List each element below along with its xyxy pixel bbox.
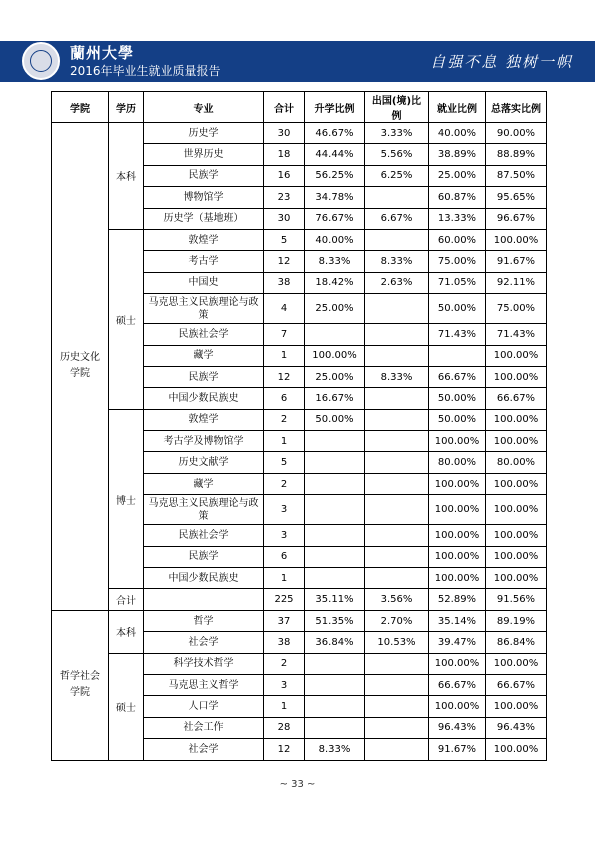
employ-cell: 100.00%: [429, 696, 486, 717]
employment-table: [51, 91, 547, 761]
college-cell: 历史文化学院: [52, 123, 109, 611]
further-cell: 25.00%: [305, 294, 365, 324]
report-title: 2016年毕业生就业质量报告: [70, 64, 221, 78]
major-cell: 人口学: [144, 696, 264, 717]
overall-cell: 100.00%: [486, 366, 547, 387]
further-cell: [305, 525, 365, 546]
abroad-cell: [365, 431, 429, 452]
abroad-cell: [365, 294, 429, 324]
further-cell: 46.67%: [305, 123, 365, 144]
overall-cell: 100.00%: [486, 473, 547, 494]
further-cell: 25.00%: [305, 366, 365, 387]
major-cell: 历史学: [144, 123, 264, 144]
employ-cell: 25.00%: [429, 165, 486, 186]
col-header-degree: 学历: [109, 92, 144, 123]
abroad-cell: 2.70%: [365, 610, 429, 631]
page-number: ~ 33 ~: [279, 779, 316, 790]
abroad-cell: 8.33%: [365, 366, 429, 387]
employ-cell: [429, 345, 486, 366]
major-cell: 马克思主义哲学: [144, 674, 264, 695]
employ-cell: 100.00%: [429, 568, 486, 589]
abroad-cell: [365, 388, 429, 409]
abroad-cell: 8.33%: [365, 251, 429, 272]
employ-cell: 100.00%: [429, 473, 486, 494]
abroad-cell: [365, 653, 429, 674]
overall-cell: 100.00%: [486, 546, 547, 567]
table-row: [52, 653, 547, 674]
total-cell: 38: [264, 272, 305, 293]
employ-cell: 80.00%: [429, 452, 486, 473]
total-cell: 12: [264, 251, 305, 272]
further-cell: 34.78%: [305, 187, 365, 208]
total-cell: 38: [264, 632, 305, 653]
overall-cell: 92.11%: [486, 272, 547, 293]
employ-cell: 96.43%: [429, 717, 486, 738]
total-cell: 225: [264, 589, 305, 610]
overall-cell: 91.56%: [486, 589, 547, 610]
abroad-cell: [365, 324, 429, 345]
major-cell: 考古学及博物馆学: [144, 431, 264, 452]
overall-cell: 95.65%: [486, 187, 547, 208]
total-cell: 1: [264, 568, 305, 589]
further-cell: [305, 546, 365, 567]
abroad-cell: [365, 452, 429, 473]
major-cell: 考古学: [144, 251, 264, 272]
employ-cell: 66.67%: [429, 366, 486, 387]
employ-cell: 66.67%: [429, 674, 486, 695]
further-cell: [305, 696, 365, 717]
overall-cell: 87.50%: [486, 165, 547, 186]
major-cell: 民族社会学: [144, 324, 264, 345]
overall-cell: 80.00%: [486, 452, 547, 473]
further-cell: [305, 473, 365, 494]
total-cell: 5: [264, 229, 305, 250]
employ-cell: 60.87%: [429, 187, 486, 208]
further-cell: 36.84%: [305, 632, 365, 653]
university-emblem-icon: [22, 42, 60, 80]
col-header-overall: 总落实比例: [486, 92, 547, 123]
abroad-cell: [365, 568, 429, 589]
further-cell: [305, 653, 365, 674]
total-cell: 12: [264, 366, 305, 387]
col-header-college: 学院: [52, 92, 109, 123]
further-cell: 76.67%: [305, 208, 365, 229]
overall-cell: 100.00%: [486, 653, 547, 674]
major-cell: 中国少数民族史: [144, 568, 264, 589]
total-cell: 6: [264, 388, 305, 409]
total-cell: 2: [264, 653, 305, 674]
total-cell: 37: [264, 610, 305, 631]
major-cell: 马克思主义民族理论与政策: [144, 495, 264, 525]
further-cell: [305, 674, 365, 695]
abroad-cell: [365, 525, 429, 546]
overall-cell: 91.67%: [486, 251, 547, 272]
major-cell: 马克思主义民族理论与政策: [144, 294, 264, 324]
university-name: 蘭州大學: [70, 44, 135, 62]
degree-cell: 硕士: [109, 229, 144, 409]
employ-cell: 71.05%: [429, 272, 486, 293]
further-cell: [305, 495, 365, 525]
table-row: [52, 229, 547, 250]
total-cell: 5: [264, 452, 305, 473]
further-cell: 51.35%: [305, 610, 365, 631]
major-cell: 敦煌学: [144, 409, 264, 430]
employ-cell: 35.14%: [429, 610, 486, 631]
total-cell: 1: [264, 696, 305, 717]
total-cell: 3: [264, 525, 305, 546]
employ-cell: 91.67%: [429, 739, 486, 760]
total-cell: 3: [264, 495, 305, 525]
further-cell: 56.25%: [305, 165, 365, 186]
major-cell: 社会工作: [144, 717, 264, 738]
employ-cell: 75.00%: [429, 251, 486, 272]
overall-cell: 75.00%: [486, 294, 547, 324]
further-cell: 40.00%: [305, 229, 365, 250]
col-header-abroad: 出国(境)比例: [365, 92, 429, 123]
total-cell: 3: [264, 674, 305, 695]
employ-cell: 100.00%: [429, 653, 486, 674]
abroad-cell: [365, 739, 429, 760]
employ-cell: 38.89%: [429, 144, 486, 165]
further-cell: 35.11%: [305, 589, 365, 610]
further-cell: 100.00%: [305, 345, 365, 366]
overall-cell: 90.00%: [486, 123, 547, 144]
major-cell: 博物馆学: [144, 187, 264, 208]
employ-cell: 100.00%: [429, 546, 486, 567]
employ-cell: 52.89%: [429, 589, 486, 610]
abroad-cell: 3.33%: [365, 123, 429, 144]
major-cell: [144, 589, 264, 610]
total-cell: 7: [264, 324, 305, 345]
abroad-cell: 2.63%: [365, 272, 429, 293]
further-cell: [305, 452, 365, 473]
overall-cell: 100.00%: [486, 739, 547, 760]
degree-cell: 硕士: [109, 653, 144, 760]
further-cell: 18.42%: [305, 272, 365, 293]
further-cell: 44.44%: [305, 144, 365, 165]
abroad-cell: [365, 473, 429, 494]
total-cell: 28: [264, 717, 305, 738]
total-cell: 30: [264, 123, 305, 144]
col-header-major: 专业: [144, 92, 264, 123]
overall-cell: 96.67%: [486, 208, 547, 229]
overall-cell: 89.19%: [486, 610, 547, 631]
total-cell: 2: [264, 409, 305, 430]
total-cell: 12: [264, 739, 305, 760]
employ-cell: 100.00%: [429, 431, 486, 452]
abroad-cell: [365, 187, 429, 208]
table-header-row: [52, 92, 547, 123]
major-cell: 中国史: [144, 272, 264, 293]
abroad-cell: [365, 674, 429, 695]
major-cell: 民族学: [144, 366, 264, 387]
total-cell: 18: [264, 144, 305, 165]
employ-cell: 100.00%: [429, 525, 486, 546]
major-cell: 民族社会学: [144, 525, 264, 546]
overall-cell: 100.00%: [486, 431, 547, 452]
overall-cell: 66.67%: [486, 674, 547, 695]
col-header-employment: 就业比例: [429, 92, 486, 123]
abroad-cell: [365, 409, 429, 430]
further-cell: 50.00%: [305, 409, 365, 430]
employ-cell: 50.00%: [429, 294, 486, 324]
employ-cell: 100.00%: [429, 495, 486, 525]
major-cell: 民族学: [144, 546, 264, 567]
overall-cell: 100.00%: [486, 495, 547, 525]
further-cell: [305, 324, 365, 345]
abroad-cell: [365, 546, 429, 567]
degree-cell: 本科: [109, 610, 144, 653]
major-cell: 敦煌学: [144, 229, 264, 250]
overall-cell: 66.67%: [486, 388, 547, 409]
university-motto: 自强不息 独树一帜: [430, 53, 573, 71]
major-cell: 世界历史: [144, 144, 264, 165]
abroad-cell: [365, 495, 429, 525]
total-cell: 1: [264, 345, 305, 366]
abroad-cell: [365, 696, 429, 717]
overall-cell: 96.43%: [486, 717, 547, 738]
further-cell: [305, 568, 365, 589]
col-header-total: 合计: [264, 92, 305, 123]
major-cell: 藏学: [144, 345, 264, 366]
major-cell: 历史文献学: [144, 452, 264, 473]
employ-cell: 39.47%: [429, 632, 486, 653]
major-cell: 历史学（基地班）: [144, 208, 264, 229]
further-cell: 16.67%: [305, 388, 365, 409]
total-cell: 23: [264, 187, 305, 208]
total-cell: 4: [264, 294, 305, 324]
total-cell: 2: [264, 473, 305, 494]
abroad-cell: 10.53%: [365, 632, 429, 653]
degree-cell: 合计: [109, 589, 144, 610]
total-cell: 6: [264, 546, 305, 567]
degree-cell: 本科: [109, 123, 144, 230]
total-cell: 30: [264, 208, 305, 229]
major-cell: 藏学: [144, 473, 264, 494]
further-cell: [305, 717, 365, 738]
further-cell: 8.33%: [305, 739, 365, 760]
overall-cell: 100.00%: [486, 409, 547, 430]
employ-cell: 60.00%: [429, 229, 486, 250]
overall-cell: 88.89%: [486, 144, 547, 165]
abroad-cell: 6.67%: [365, 208, 429, 229]
major-cell: 社会学: [144, 739, 264, 760]
major-cell: 社会学: [144, 632, 264, 653]
abroad-cell: [365, 229, 429, 250]
abroad-cell: [365, 717, 429, 738]
major-cell: 科学技术哲学: [144, 653, 264, 674]
further-cell: [305, 431, 365, 452]
employ-cell: 40.00%: [429, 123, 486, 144]
overall-cell: 100.00%: [486, 696, 547, 717]
overall-cell: 86.84%: [486, 632, 547, 653]
employ-cell: 50.00%: [429, 409, 486, 430]
abroad-cell: 3.56%: [365, 589, 429, 610]
table-row: [52, 123, 547, 144]
employ-cell: 50.00%: [429, 388, 486, 409]
col-header-further-study: 升学比例: [305, 92, 365, 123]
further-cell: 8.33%: [305, 251, 365, 272]
major-cell: 哲学: [144, 610, 264, 631]
overall-cell: 100.00%: [486, 525, 547, 546]
total-cell: 1: [264, 431, 305, 452]
overall-cell: 100.00%: [486, 345, 547, 366]
college-cell: 哲学社会学院: [52, 610, 109, 760]
report-header: [0, 41, 595, 82]
abroad-cell: 5.56%: [365, 144, 429, 165]
table-row: [52, 610, 547, 631]
degree-cell: 博士: [109, 409, 144, 589]
major-cell: 民族学: [144, 165, 264, 186]
overall-cell: 100.00%: [486, 568, 547, 589]
table-row: [52, 409, 547, 430]
table-row: [52, 589, 547, 610]
abroad-cell: 6.25%: [365, 165, 429, 186]
total-cell: 16: [264, 165, 305, 186]
overall-cell: 100.00%: [486, 229, 547, 250]
employ-cell: 71.43%: [429, 324, 486, 345]
overall-cell: 71.43%: [486, 324, 547, 345]
major-cell: 中国少数民族史: [144, 388, 264, 409]
abroad-cell: [365, 345, 429, 366]
employ-cell: 13.33%: [429, 208, 486, 229]
